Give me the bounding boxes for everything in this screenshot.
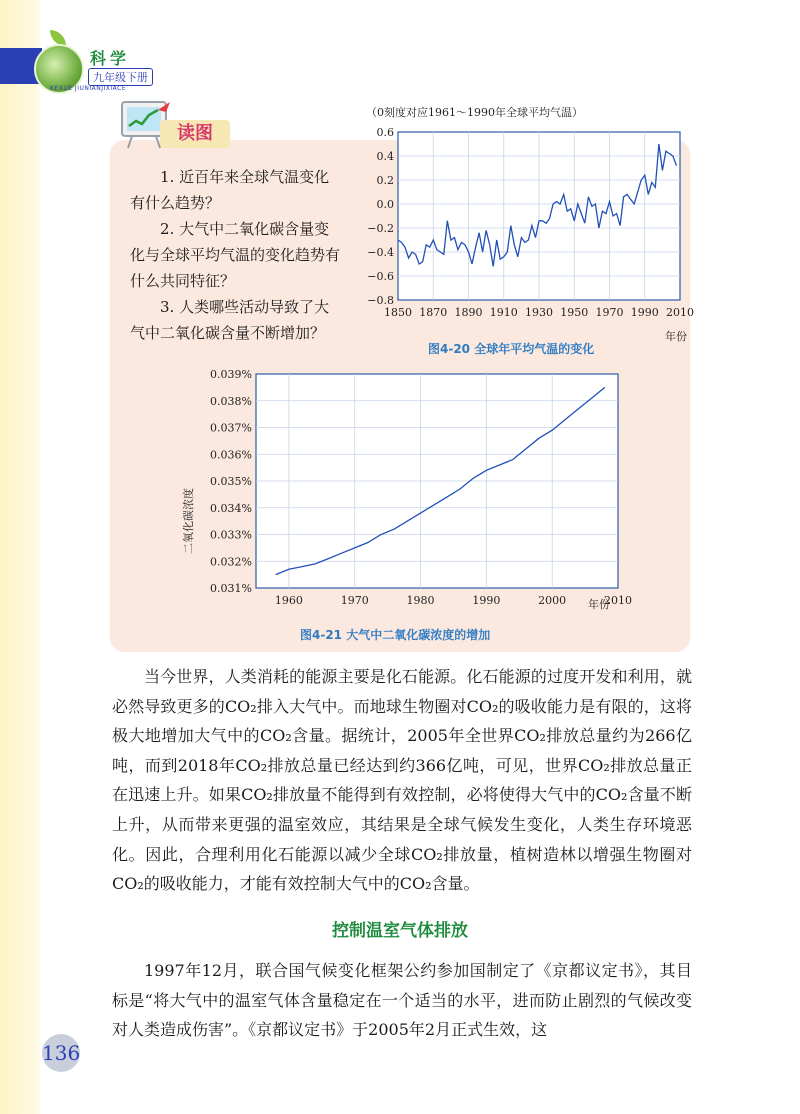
- y-tick-label: 0.2: [376, 174, 394, 187]
- y-tick-label: −0.8: [367, 294, 394, 307]
- x-tick-label: 1850: [384, 306, 412, 319]
- x-tick-label: 1970: [595, 306, 624, 319]
- y-tick-label: 0.037%: [210, 421, 252, 435]
- x-tick-label: 2000: [538, 594, 567, 607]
- x-tick-label: 1990: [472, 594, 501, 607]
- question-item: 3. 人类哪些活动导致了大气中二氧化碳含量不断增加？: [130, 298, 330, 342]
- body-paragraph-2: [112, 956, 692, 1045]
- x-tick-label: 1870: [419, 306, 448, 319]
- left-decorative-strip: [0, 0, 40, 1114]
- y-axis-label: 二氧化碳浓度: [182, 488, 195, 554]
- question-list: [130, 164, 340, 346]
- x-tick-label: 1890: [454, 306, 483, 319]
- header-pinyin: KEXUE JIUNIANJIXIACE: [50, 85, 127, 92]
- y-tick-label: 0.0: [376, 198, 394, 211]
- subject-title: 科学: [90, 49, 131, 68]
- y-tick-label: −0.4: [367, 246, 394, 259]
- y-tick-label: 0.035%: [210, 475, 252, 488]
- y-tick-label: 0.036%: [210, 448, 252, 462]
- co2-chart: [180, 364, 650, 616]
- read-chart-tag: 读图: [160, 120, 230, 148]
- x-tick-label: 1950: [560, 306, 589, 319]
- question-item: 2. 大气中二氧化碳含量变化与全球平均气温的变化趋势有什么共同特征？: [130, 220, 341, 290]
- y-tick-label: 0.6: [376, 126, 394, 139]
- x-tick-label: 1910: [489, 306, 518, 319]
- x-tick-label: 2010: [604, 594, 632, 607]
- y-tick-label: 0.034%: [210, 501, 252, 515]
- x-tick-label: 1980: [406, 594, 435, 607]
- x-tick-label: 1930: [525, 306, 553, 319]
- y-tick-label: 0.039%: [210, 368, 252, 381]
- x-axis-label: 年份: [665, 330, 687, 343]
- chart-note: （0刻度对应1961～1990年全球平均气温）: [366, 106, 583, 119]
- x-tick-label: 1990: [630, 306, 659, 319]
- y-tick-label: −0.2: [367, 222, 394, 235]
- y-tick-label: 0.4: [376, 150, 394, 163]
- paragraph-text: 1997年12月，联合国气候变化框架公约参加国制定了《京都议定书》，其目标是“将大气中的温室气体含量稳定在一个适当的水平，进而防止剧烈的气候改变对人类造成伤害”。《京都议定书》于2005年2月正式生效，这: [112, 961, 692, 1040]
- y-tick-label: 0.038%: [210, 394, 252, 408]
- page-number: 136: [42, 1034, 80, 1072]
- temperature-chart: [350, 120, 700, 350]
- paragraph-text: 当今世界，人类消耗的能源主要是化石能源。化石能源的过度开发和利用，就必然导致更多的CO₂排入大气中。而地球生物圈对CO₂的吸收能力是有限的，这将极大地增加大气中的CO₂含量。据统计，2005年全世界CO₂排放总量约为266亿吨，而到2018年CO₂排放总量已经达到约366亿吨，可见，世界CO₂排放总量正在迅速上升。如果CO₂排放量不能得到有效控制，必将使得大气中的CO₂含量不断上升，从而带来更强的温室效应，其结果是全球气候发生变化，人类生存环境恶化。因此，合理利用化石能源以减少全球CO₂排放量，植树造林以增强生物圈对CO₂的吸收能力，才能有效控制大气中的CO₂含量。: [112, 667, 692, 894]
- figure-caption-4-21: 图4-21 大气中二氧化碳浓度的增加: [300, 628, 491, 642]
- x-tick-label: 1960: [274, 594, 303, 607]
- grade-badge: 九年级下册: [88, 68, 153, 86]
- body-paragraph-1: [112, 662, 692, 899]
- y-tick-label: −0.6: [367, 270, 394, 283]
- figure-caption-4-20: 图4-20 全球年平均气温的变化: [428, 342, 595, 356]
- y-tick-label: 0.032%: [210, 555, 252, 569]
- x-tick-label: 1970: [340, 594, 369, 607]
- x-axis-label: 年份: [588, 598, 610, 611]
- y-tick-label: 0.031%: [210, 582, 252, 595]
- section-title: 控制温室气体排放: [332, 921, 468, 941]
- y-tick-label: 0.033%: [210, 528, 252, 542]
- question-item: 1. 近百年来全球气温变化有什么趋势？: [130, 168, 330, 212]
- x-tick-label: 2010: [666, 306, 694, 319]
